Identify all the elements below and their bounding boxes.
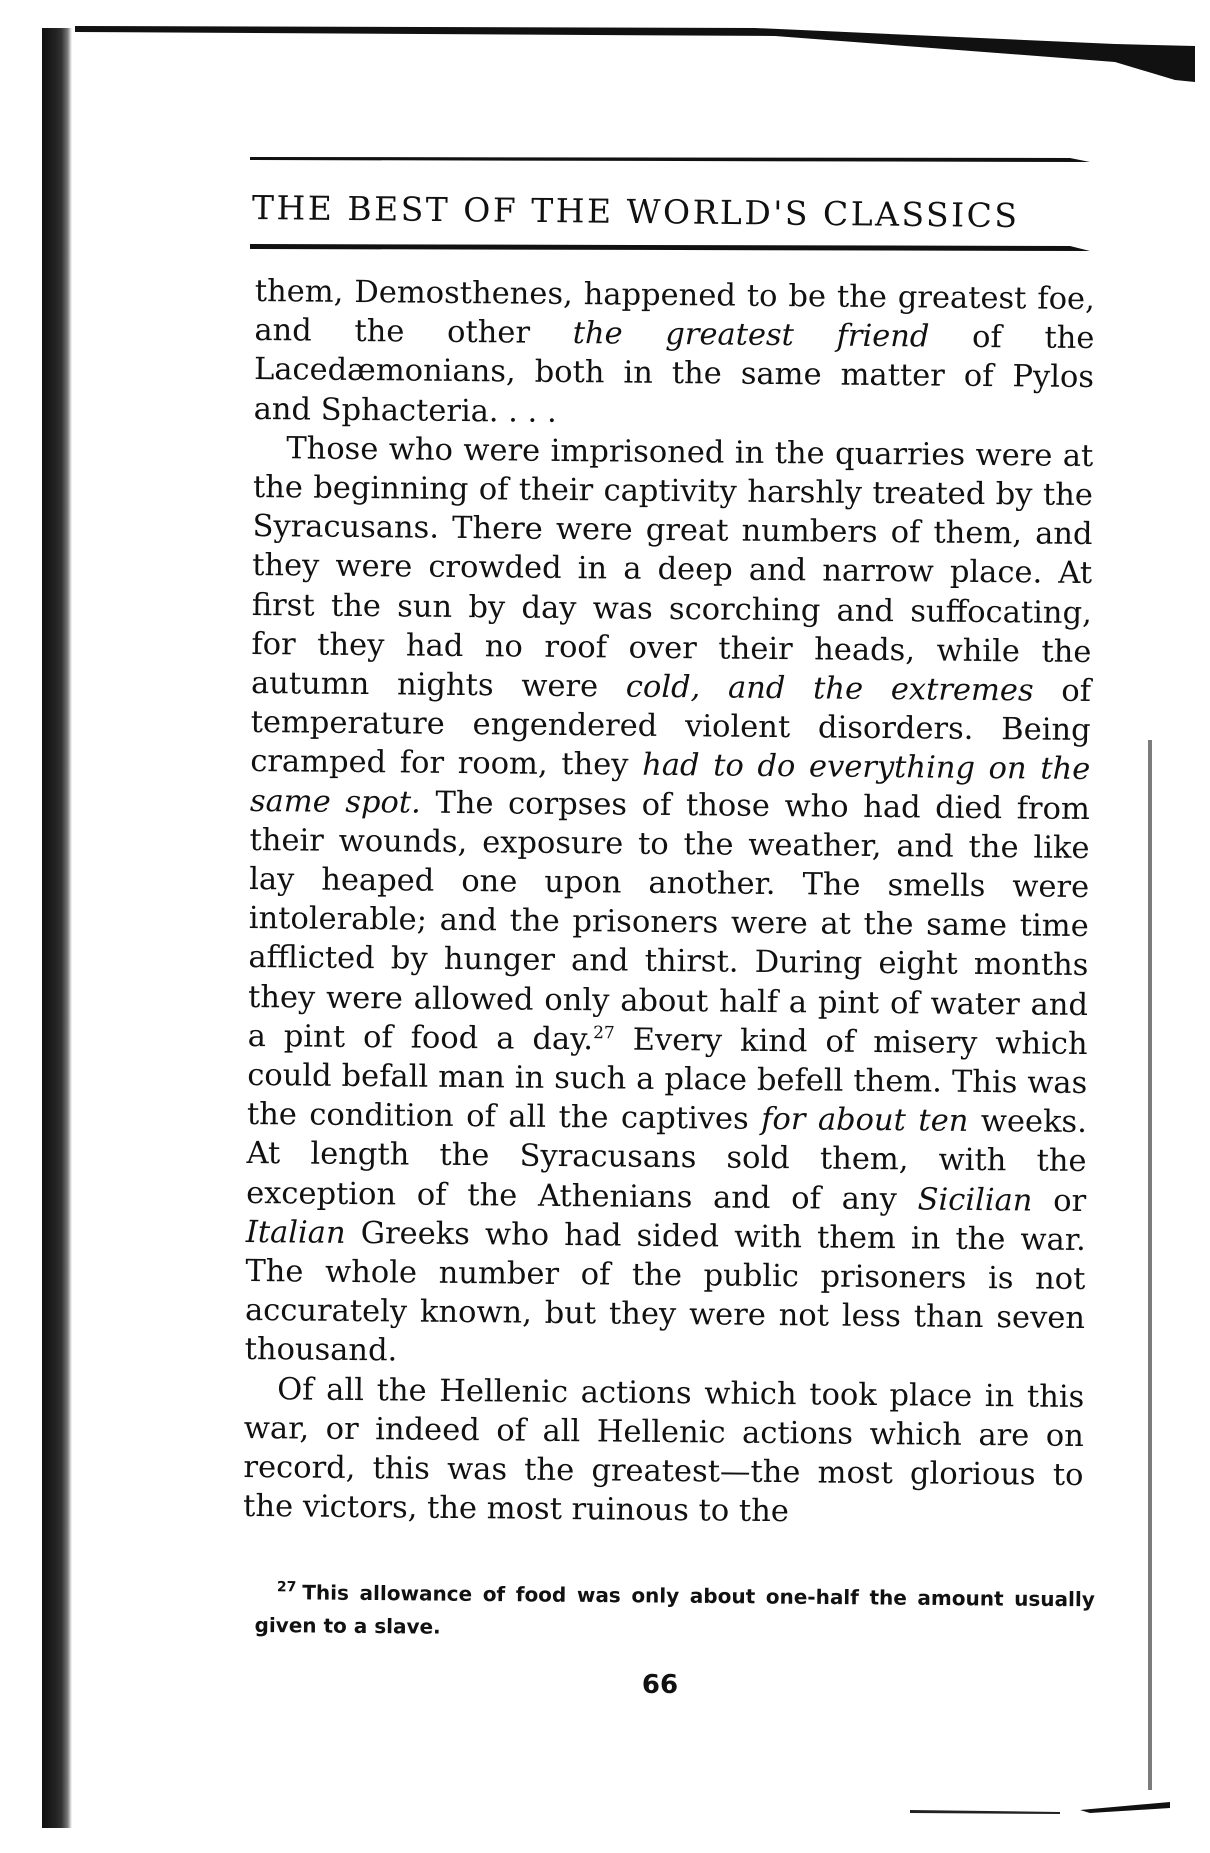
text-run: Greeks who had sided with them in the war. The whole number of the public prisoners is not accurately known, but they were not less than seven thousand. <box>244 1215 1086 1369</box>
footnote-marker: 27 <box>276 1579 297 1596</box>
text-run: Every kind of misery which could befall man in such a place befell them. This was the condition of all the captives <box>246 1022 1088 1138</box>
text-run: The corpses of those who had died from their wounds, exposure to the weather, and the like lay heaped one upon another. The smells were intolerable; and the prisoners were at the same time afflicted by hunger and thirst. During eight months they were allowed only about half a pint of water and a pint of food a day. <box>247 785 1091 1058</box>
header-rule-top <box>250 155 1090 163</box>
running-head: THE BEST OF THE WORLD'S CLASSICS <box>251 188 1020 236</box>
text-run: of the Lacedæmonians, both in the same matter of Pylos and Sphacteria. . . . <box>253 319 1095 430</box>
text-run: Of all the Hellenic actions which took place in this war, or indeed of all Hellenic actions which are on record, this was the greatest—the most glorious to the victors, the most ruinous to the <box>242 1371 1085 1530</box>
italic-text: for about ten <box>761 1102 969 1140</box>
binding-shadow <box>42 28 72 1828</box>
page-number: 66 <box>641 1670 679 1700</box>
page-bottom-edge <box>910 1780 1170 1820</box>
italic-text: the greatest friend <box>572 316 930 355</box>
paragraph <box>244 429 1093 1378</box>
italic-text: Sicilian <box>917 1182 1033 1219</box>
paragraph <box>253 272 1094 437</box>
text-run: Those who were imprisoned in the quarries were at the beginning of their captivity harshly treated by the Syracusans. There were great numbers of them, and they were crowded in a deep and narrow place. At first the sun by day was scorching and suffocating, for they had no roof over their heads, while the autumn nights were <box>250 431 1094 705</box>
text-run: them, Demosthenes, happened to be the greatest foe, and the other <box>254 273 1095 352</box>
footnote <box>254 1576 1095 1649</box>
italic-text: had to do everything on the same spot. <box>249 748 1091 821</box>
text-run: or <box>1032 1183 1087 1219</box>
page-top-edge <box>75 22 1195 82</box>
italic-text: Italian <box>245 1214 346 1251</box>
text-run: of temperature engendered violent disorders. Being cramped for room, they <box>250 673 1092 784</box>
page-right-edge <box>1148 740 1152 1790</box>
footnote-text: This allowance of food was only about one-half the amount usually given to a slave. <box>254 1580 1095 1639</box>
text-run: weeks. At length the Syracusans sold them, with the exception of the Athenians and of any <box>245 1104 1088 1218</box>
italic-text: cold, and the extremes <box>625 669 1034 709</box>
paragraph <box>243 1370 1084 1535</box>
header-rule-bottom <box>250 243 1090 251</box>
body-text <box>243 272 1095 1535</box>
footnote-reference: 27 <box>593 1022 615 1044</box>
